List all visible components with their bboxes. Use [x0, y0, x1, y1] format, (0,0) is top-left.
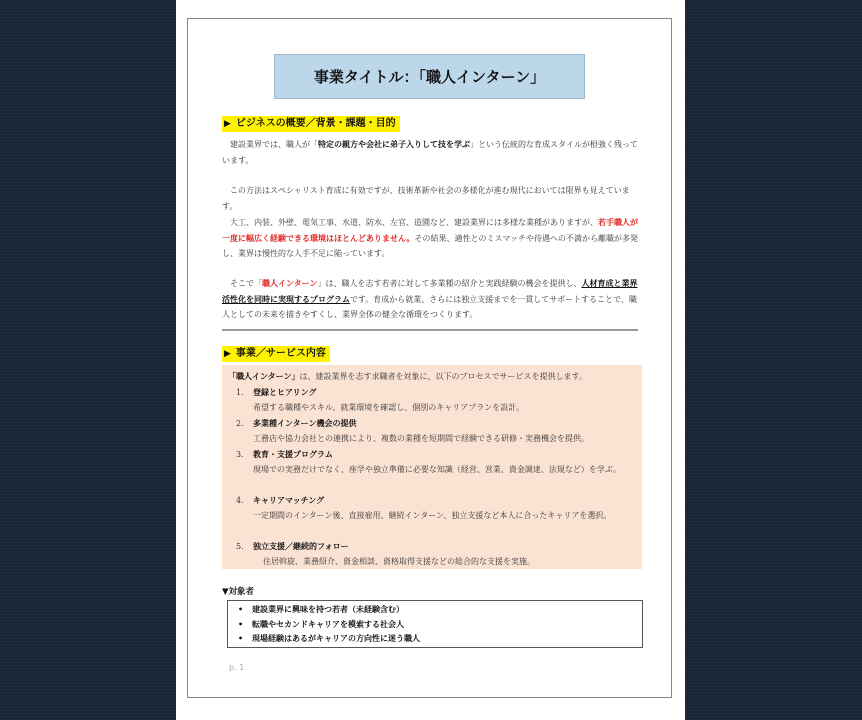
item-number: 3. [236, 450, 244, 459]
section-heading-services [222, 346, 330, 362]
services-intro [228, 369, 587, 384]
text-run: は、建設業界を志す求職者を対象に、以下のプロセスでサービスを提供します。 [299, 372, 587, 381]
text-run: 」は、職人を志す若者に対して多業種の紹介と実践経験の機会を提供し、 [317, 279, 582, 288]
item-number: 2. [236, 419, 244, 428]
bullet-icon: • [238, 634, 244, 643]
triangle-bullet-icon: ▶ [224, 119, 231, 129]
text-run-bold: 「職人インターン」 [228, 371, 300, 381]
item-title: 登録とヒアリング [253, 388, 317, 397]
item-title: 独立支援／継続的フォロー [253, 542, 349, 551]
item-description: 現場での実務だけでなく、座学や独立準備に必要な知識（経営、営業、資金調達、法規など）を学ぶ。 [253, 465, 621, 474]
target-list [227, 600, 643, 648]
section-heading-overview [222, 116, 400, 132]
service-item [236, 385, 636, 415]
text-run-bold: 特定の親方や会社に弟子入りして技を学ぶ [318, 139, 470, 149]
text-run-red: 若手職人が一度に幅広く経験できる環境はほとんどありません。 [222, 217, 638, 243]
text-run-red: 職人インターン [262, 278, 318, 288]
list-item [238, 603, 642, 618]
text-run: この方法はスペシャリスト育成に有効ですが、技術革新や社会の多様化が進む現代においては限界も見えています。 [222, 186, 630, 211]
service-item [236, 447, 636, 492]
item-title: キャリアマッチング [253, 496, 325, 505]
item-description: 工務店や協力会社との連携により、複数の業種を短期間で経験できる研修・実務機会を提供。 [253, 434, 589, 443]
item-description: 一定期間のインターン後、直接雇用、継続インターン、独立支援など本人に合ったキャリアを選択。 [253, 511, 612, 520]
item-number: 5. [236, 542, 244, 551]
list-item [238, 632, 642, 647]
services-box [222, 365, 642, 569]
target-heading: ▼対象者 [222, 587, 255, 597]
paragraph-background [222, 137, 642, 168]
item-description: 希望する職種やスキル、就業環境を確認し、個別のキャリアプランを設計。 [253, 403, 525, 412]
bullet-icon: • [238, 619, 244, 629]
item-description: 住居斡旋、業務紹介、資金相談、資格取得支援などの総合的な支援を実施。 [263, 557, 535, 566]
item-number: 4. [236, 496, 244, 505]
item-title: 多業種インターン機会の提供 [253, 419, 357, 428]
text-run: その結果、適性とのミスマッチや待遇への不満から離職が多発し、業界は慢性的な人手不足に陥っています。 [222, 233, 639, 258]
document-title [274, 54, 585, 99]
text-run: そこで「 [230, 279, 262, 288]
item-title: 教育・支援プログラム [253, 450, 333, 459]
triangle-bullet-icon: ▶ [224, 349, 231, 359]
paragraph-limitations [222, 183, 642, 214]
page-number: p. 1 [229, 663, 245, 672]
list-item-text: 建設業界に興味を持つ若者（未経験含む） [252, 605, 404, 614]
service-item [236, 416, 636, 446]
text-run-bold-underline: 人材育成と業界活性化を同時に実現するプログラム [222, 278, 638, 304]
document-title-text: 事業タイトル：「職人インターン」 [313, 68, 546, 86]
list-item-text: 転職やセカンドキャリアを模索する社会人 [252, 619, 404, 629]
text-run: 」という伝統的な育成スタイルが根強く残っています。 [222, 140, 638, 165]
list-item [238, 618, 642, 633]
bullet-icon: • [238, 605, 244, 614]
service-item [236, 539, 636, 569]
paragraph-industry [222, 215, 642, 262]
service-item [236, 493, 636, 538]
section-heading-text: 事業／サービス内容 [235, 348, 326, 359]
paragraph-solution [222, 276, 642, 323]
document-page [176, 0, 685, 720]
list-item-text: 現場経験はあるがキャリアの方向性に迷う職人 [252, 634, 420, 643]
text-run: 建設業界では、職人が「 [230, 140, 318, 149]
section-divider [222, 329, 638, 331]
section-heading-text: ビジネスの概要／背景・課題・目的 [235, 118, 396, 129]
text-run: です。育成から就業、さらには独立支援までを一貫してサポートすることで、職人としての未来を描きやすくし、業界全体の健全な循環をつくります。 [222, 294, 637, 319]
item-number: 1. [236, 388, 244, 397]
text-run: 大工、内装、外壁、電気工事、水道、防水、左官、造園など、建設業界には多様な業種がありますが、 [230, 218, 598, 227]
